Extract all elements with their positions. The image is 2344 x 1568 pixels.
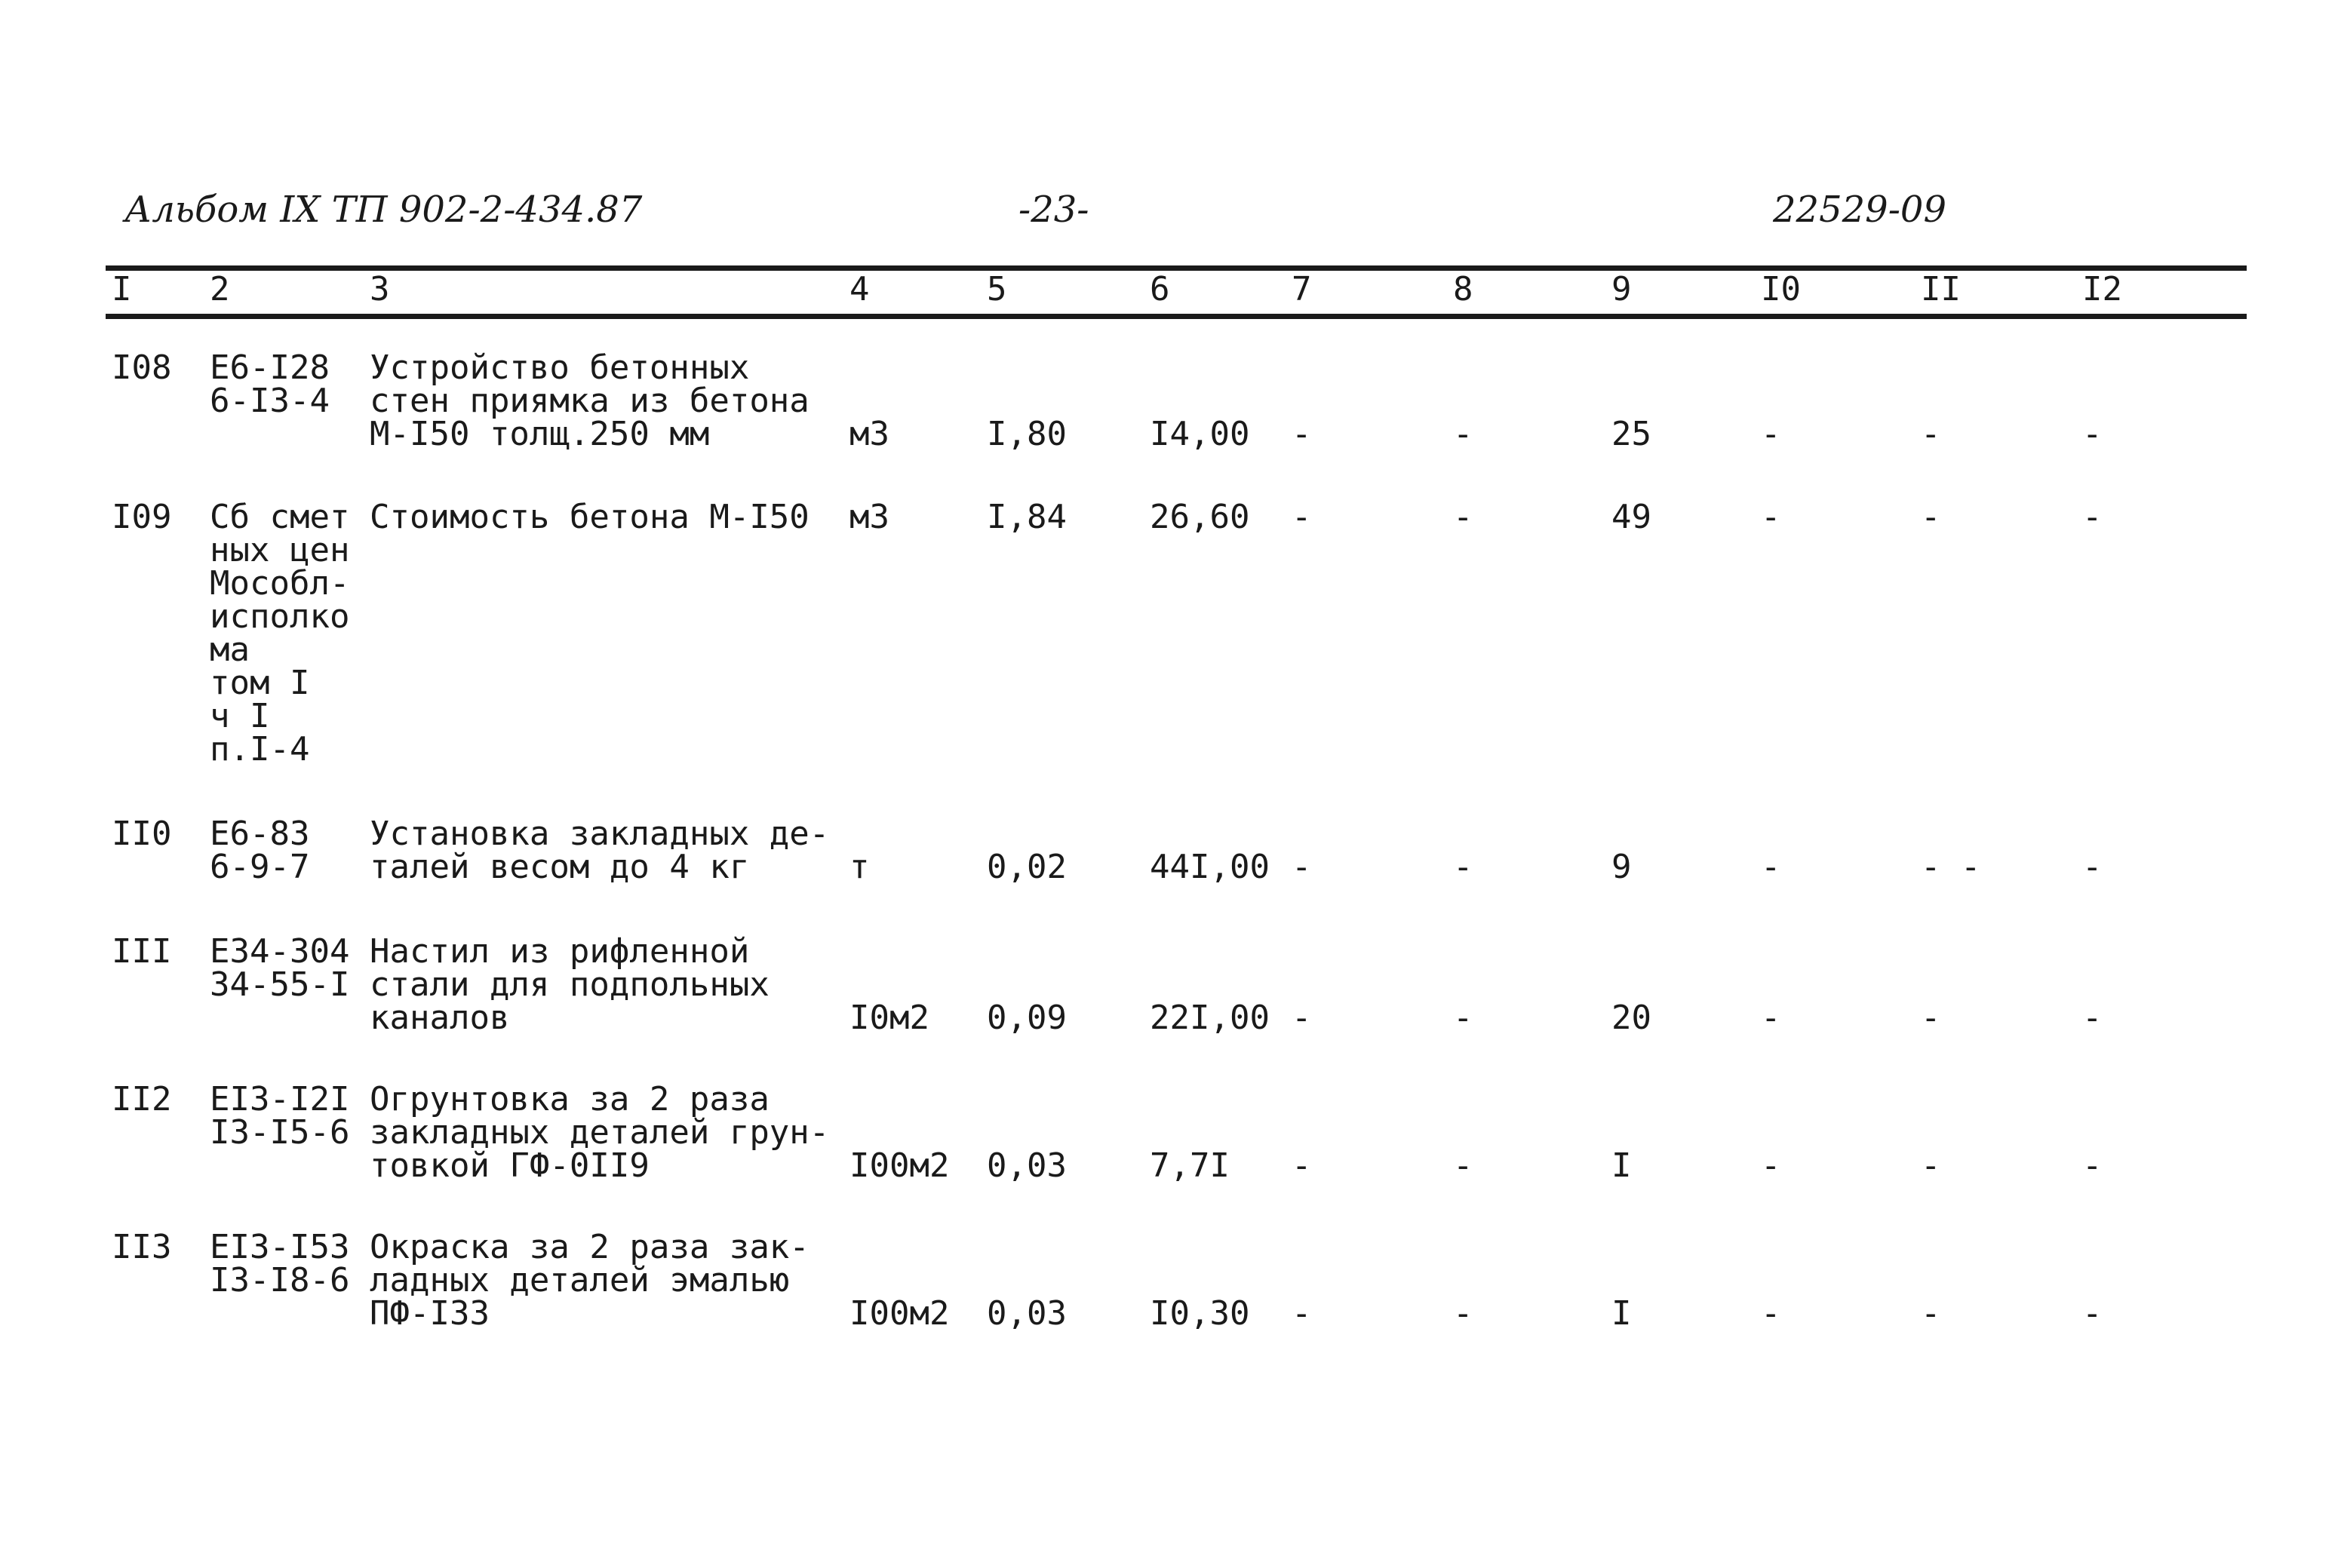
norm-code-line: п.I-4 xyxy=(210,730,310,769)
quantity: 0,09 xyxy=(987,999,1067,1037)
description-line: Устройство бетонных xyxy=(370,348,750,387)
description-line: ПФ-I33 xyxy=(370,1294,490,1333)
unit-price: I4,00 xyxy=(1150,415,1250,453)
column-number: 4 xyxy=(849,270,870,308)
column-number: 8 xyxy=(1453,270,1473,308)
row-number: I08 xyxy=(112,348,172,387)
column-12-value: - xyxy=(2082,1294,2103,1333)
norm-code-line: I3-I8-6 xyxy=(210,1261,350,1300)
column-10-value: - xyxy=(1761,1146,1781,1185)
column-10-value: - xyxy=(1761,415,1781,453)
column-number: 2 xyxy=(210,270,230,308)
column-number: 5 xyxy=(987,270,1007,308)
column-7-value: - xyxy=(1292,1294,1312,1333)
description-line: Окраска за 2 раза зак- xyxy=(370,1228,809,1266)
norm-code-line: E6-83 xyxy=(210,815,310,853)
norm-code-line: Сб смет xyxy=(210,498,350,536)
norm-code-line: I3-I5-6 xyxy=(210,1113,350,1152)
description-line: Огрунтовка за 2 раза xyxy=(370,1080,770,1118)
column-number: 7 xyxy=(1292,270,1312,308)
column-number: 6 xyxy=(1150,270,1170,308)
column-9-value: 25 xyxy=(1611,415,1651,453)
work-description xyxy=(370,348,809,453)
norm-code-line: E34-304 xyxy=(210,932,350,971)
unit: м3 xyxy=(849,498,889,536)
column-8-value: - xyxy=(1453,848,1473,886)
norm-code-line: 6-I3-4 xyxy=(210,382,330,420)
column-number: II xyxy=(1921,270,1961,308)
column-9-value: I xyxy=(1611,1294,1632,1333)
column-8-value: - xyxy=(1453,1294,1473,1333)
unit: т xyxy=(849,848,870,886)
column-number: 9 xyxy=(1611,270,1632,308)
quantity: I,80 xyxy=(987,415,1067,453)
norm-code-line: EI3-I53 xyxy=(210,1228,350,1266)
column-10-value: - xyxy=(1761,848,1781,886)
row-number: III xyxy=(112,932,172,971)
column-7-value: - xyxy=(1292,999,1312,1037)
row-number: II2 xyxy=(112,1080,172,1118)
unit-price: 26,60 xyxy=(1150,498,1250,536)
description-line: Настил из рифленной xyxy=(370,932,750,971)
description-line: стали для подпольных xyxy=(370,965,770,1004)
column-number: I0 xyxy=(1761,270,1801,308)
column-12-value: - xyxy=(2082,415,2103,453)
description-line: М-I50 толщ.250 мм xyxy=(370,415,710,453)
norm-code-line: 34-55-I xyxy=(210,965,350,1004)
column-7-value: - xyxy=(1292,415,1312,453)
column-number: I2 xyxy=(2082,270,2122,308)
norm-code-line: том I xyxy=(210,664,310,702)
page-number: -23- xyxy=(1018,189,1089,231)
unit-price: 44I,00 xyxy=(1150,848,1270,886)
description-line: стен приямка из бетона xyxy=(370,382,809,420)
description-line: ладных деталей эмалью xyxy=(370,1261,790,1300)
document-code: 22529-09 xyxy=(1773,189,1946,231)
column-11-value: - xyxy=(1921,1146,1941,1185)
unit-price: I0,30 xyxy=(1150,1294,1250,1333)
description-line: Стоимость бетона М-I50 xyxy=(370,498,809,536)
work-description xyxy=(370,1228,809,1333)
norm-code xyxy=(210,1228,350,1300)
column-10-value: - xyxy=(1761,498,1781,536)
unit: I00м2 xyxy=(849,1294,950,1333)
column-number: 3 xyxy=(370,270,390,308)
album-title: Альбом IX ТП 902-2-434.87 xyxy=(124,189,643,231)
norm-code-line: EI3-I2I xyxy=(210,1080,350,1118)
column-8-value: - xyxy=(1453,415,1473,453)
column-12-value: - xyxy=(2082,498,2103,536)
quantity: 0,03 xyxy=(987,1294,1067,1333)
work-description xyxy=(370,1080,830,1185)
norm-code-line: 6-9-7 xyxy=(210,848,310,886)
norm-code xyxy=(210,815,310,886)
column-10-value: - xyxy=(1761,999,1781,1037)
column-7-value: - xyxy=(1292,1146,1312,1185)
column-12-value: - xyxy=(2082,848,2103,886)
column-8-value: - xyxy=(1453,1146,1473,1185)
column-12-value: - xyxy=(2082,999,2103,1037)
column-9-value: 49 xyxy=(1611,498,1651,536)
column-9-value: 9 xyxy=(1611,848,1632,886)
header-rule-bottom xyxy=(106,314,2247,319)
column-9-value: I xyxy=(1611,1146,1632,1185)
norm-code-line: исполко xyxy=(210,597,350,636)
unit-price: 22I,00 xyxy=(1150,999,1270,1037)
column-11-value: - xyxy=(1921,1294,1941,1333)
unit: I00м2 xyxy=(849,1146,950,1185)
norm-code-line: E6-I28 xyxy=(210,348,330,387)
description-line: товкой ГФ-0II9 xyxy=(370,1146,650,1185)
quantity: I,84 xyxy=(987,498,1067,536)
quantity: 0,02 xyxy=(987,848,1067,886)
description-line: каналов xyxy=(370,999,510,1037)
column-11-value: - xyxy=(1921,498,1941,536)
work-description xyxy=(370,815,830,886)
work-description xyxy=(370,498,809,536)
norm-code-line: Мособл- xyxy=(210,564,350,603)
column-11-value: - xyxy=(1921,415,1941,453)
column-9-value: 20 xyxy=(1611,999,1651,1037)
work-description xyxy=(370,932,770,1037)
column-10-value: - xyxy=(1761,1294,1781,1333)
column-8-value: - xyxy=(1453,999,1473,1037)
row-number: II0 xyxy=(112,815,172,853)
column-7-value: - xyxy=(1292,848,1312,886)
unit: I0м2 xyxy=(849,999,929,1037)
row-number: I09 xyxy=(112,498,172,536)
norm-code-line: ма xyxy=(210,631,250,669)
norm-code xyxy=(210,348,330,420)
unit: м3 xyxy=(849,415,889,453)
column-12-value: - xyxy=(2082,1146,2103,1185)
norm-code xyxy=(210,932,350,1004)
description-line: закладных деталей грун- xyxy=(370,1113,830,1152)
description-line: Установка закладных де- xyxy=(370,815,830,853)
column-number: I xyxy=(112,270,132,308)
row-number: II3 xyxy=(112,1228,172,1266)
column-7-value: - xyxy=(1292,498,1312,536)
norm-code xyxy=(210,498,350,769)
unit-price: 7,7I xyxy=(1150,1146,1230,1185)
norm-code xyxy=(210,1080,350,1152)
description-line: талей весом до 4 кг xyxy=(370,848,750,886)
column-8-value: - xyxy=(1453,498,1473,536)
norm-code-line: ных цен xyxy=(210,531,350,569)
column-11-value: - xyxy=(1921,999,1941,1037)
column-11-value: - - xyxy=(1921,848,1981,886)
norm-code-line: ч I xyxy=(210,697,270,735)
quantity: 0,03 xyxy=(987,1146,1067,1185)
